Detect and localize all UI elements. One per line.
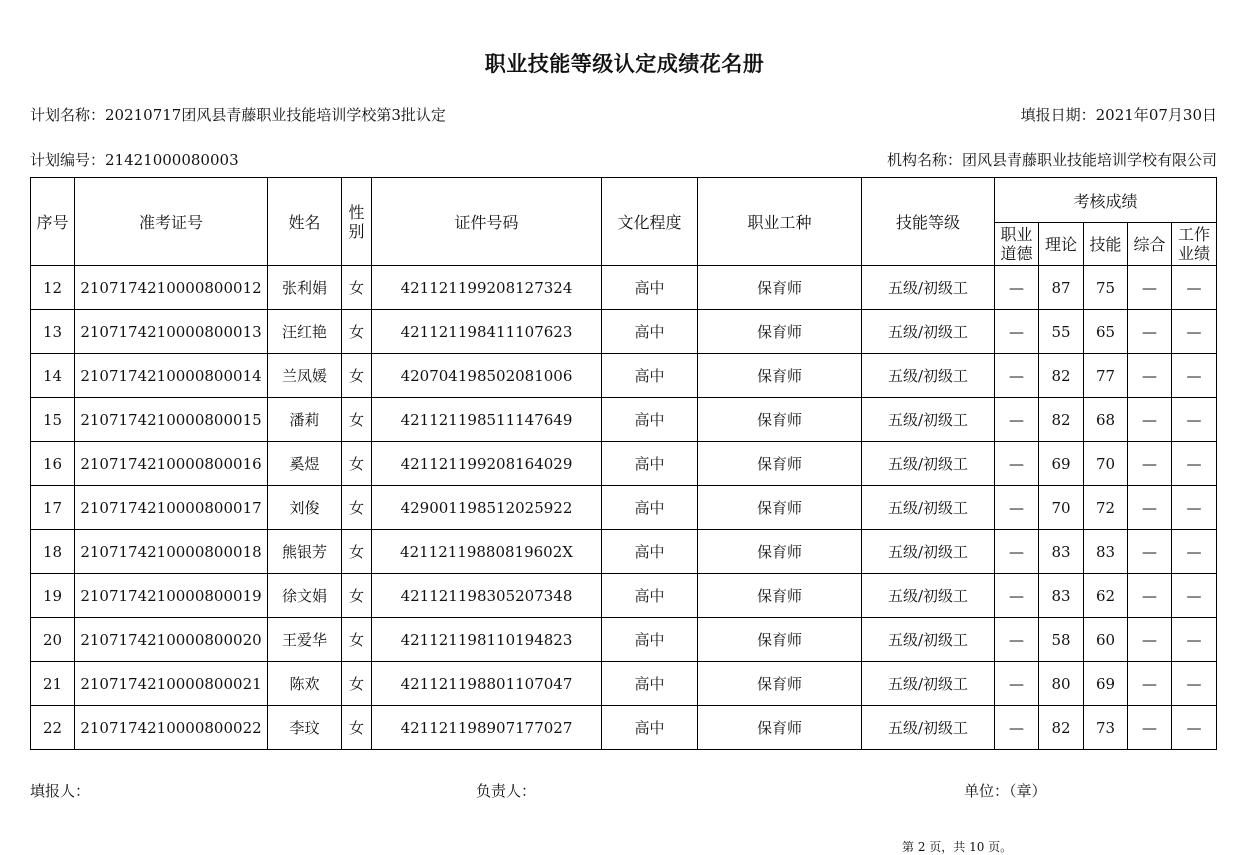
cell-name: 陈欢 bbox=[268, 662, 342, 706]
cell-theory: 82 bbox=[1039, 706, 1084, 750]
cell-occupation: 保育师 bbox=[698, 266, 862, 310]
cell-work: — bbox=[1172, 398, 1217, 442]
cell-name: 张利娟 bbox=[268, 266, 342, 310]
filler-label: 填报人： bbox=[30, 782, 91, 800]
cell-skill: 68 bbox=[1084, 398, 1128, 442]
col-header-gender-line1: 性 bbox=[348, 202, 365, 222]
cell-gender: 女 bbox=[342, 266, 372, 310]
cell-work: — bbox=[1172, 530, 1217, 574]
col-header-ticket: 准考证号 bbox=[75, 178, 268, 266]
cell-education: 高中 bbox=[602, 486, 698, 530]
col-header-overall: 综合 bbox=[1128, 223, 1172, 266]
cell-education: 高中 bbox=[602, 310, 698, 354]
cell-skill: 65 bbox=[1084, 310, 1128, 354]
cell-work: — bbox=[1172, 486, 1217, 530]
table-header-row bbox=[31, 178, 1217, 223]
table-row bbox=[31, 354, 1217, 398]
cell-overall: — bbox=[1128, 310, 1172, 354]
col-header-education: 文化程度 bbox=[602, 178, 698, 266]
plan-name: 计划名称：20210717团风县青藤职业技能培训学校第3批认定 bbox=[30, 106, 446, 124]
cell-seq: 17 bbox=[31, 486, 75, 530]
cell-ticket: 2107174210000800021 bbox=[75, 662, 268, 706]
col-header-ethics-line2: 道德 bbox=[1000, 244, 1033, 263]
cell-seq: 19 bbox=[31, 574, 75, 618]
cell-seq: 22 bbox=[31, 706, 75, 750]
col-header-theory: 理论 bbox=[1039, 223, 1084, 266]
cell-work: — bbox=[1172, 706, 1217, 750]
cell-occupation: 保育师 bbox=[698, 530, 862, 574]
cell-ethics: — bbox=[995, 662, 1039, 706]
table-row bbox=[31, 266, 1217, 310]
cell-skill-level: 五级/初级工 bbox=[862, 310, 995, 354]
cell-overall: — bbox=[1128, 442, 1172, 486]
cell-name: 潘莉 bbox=[268, 398, 342, 442]
cell-skill-level: 五级/初级工 bbox=[862, 530, 995, 574]
page-indicator: 第 2 页，共 10 页。 bbox=[902, 840, 1013, 854]
cell-theory: 70 bbox=[1039, 486, 1084, 530]
cell-occupation: 保育师 bbox=[698, 398, 862, 442]
cell-name: 兰凤媛 bbox=[268, 354, 342, 398]
cell-education: 高中 bbox=[602, 398, 698, 442]
cell-skill-level: 五级/初级工 bbox=[862, 442, 995, 486]
cell-name: 李玟 bbox=[268, 706, 342, 750]
cell-seq: 16 bbox=[31, 442, 75, 486]
plan-number: 计划编号：21421000080003 bbox=[30, 151, 239, 169]
responsible-label: 负责人： bbox=[476, 782, 537, 800]
cell-gender: 女 bbox=[342, 310, 372, 354]
cell-work: — bbox=[1172, 354, 1217, 398]
cell-education: 高中 bbox=[602, 442, 698, 486]
cell-gender: 女 bbox=[342, 398, 372, 442]
cell-skill: 70 bbox=[1084, 442, 1128, 486]
cell-skill-level: 五级/初级工 bbox=[862, 486, 995, 530]
cell-theory: 82 bbox=[1039, 398, 1084, 442]
cell-theory: 82 bbox=[1039, 354, 1084, 398]
col-header-ethics-line1: 职业 bbox=[1000, 225, 1033, 244]
unit-seal-label: 单位：（章） bbox=[964, 782, 1047, 800]
cell-work: — bbox=[1172, 662, 1217, 706]
col-header-gender-line2: 别 bbox=[348, 221, 365, 241]
cell-overall: — bbox=[1128, 530, 1172, 574]
col-header-id-number: 证件号码 bbox=[372, 178, 602, 266]
cell-seq: 15 bbox=[31, 398, 75, 442]
col-header-name: 姓名 bbox=[268, 178, 342, 266]
cell-education: 高中 bbox=[602, 662, 698, 706]
cell-theory: 80 bbox=[1039, 662, 1084, 706]
cell-id-number: 421121198511147649 bbox=[372, 398, 602, 442]
cell-work: — bbox=[1172, 442, 1217, 486]
cell-id-number: 421121199208127324 bbox=[372, 266, 602, 310]
cell-name: 王爱华 bbox=[268, 618, 342, 662]
cell-id-number: 420704198502081006 bbox=[372, 354, 602, 398]
table-row bbox=[31, 706, 1217, 750]
cell-theory: 55 bbox=[1039, 310, 1084, 354]
cell-ticket: 2107174210000800012 bbox=[75, 266, 268, 310]
cell-work: — bbox=[1172, 310, 1217, 354]
cell-overall: — bbox=[1128, 354, 1172, 398]
cell-ethics: — bbox=[995, 354, 1039, 398]
cell-ethics: — bbox=[995, 442, 1039, 486]
cell-skill-level: 五级/初级工 bbox=[862, 618, 995, 662]
cell-seq: 14 bbox=[31, 354, 75, 398]
page-title: 职业技能等级认定成绩花名册 bbox=[484, 52, 765, 76]
cell-ethics: — bbox=[995, 574, 1039, 618]
cell-skill: 83 bbox=[1084, 530, 1128, 574]
cell-theory: 83 bbox=[1039, 574, 1084, 618]
cell-occupation: 保育师 bbox=[698, 662, 862, 706]
cell-education: 高中 bbox=[602, 706, 698, 750]
col-header-ethics bbox=[995, 223, 1039, 266]
cell-education: 高中 bbox=[602, 618, 698, 662]
cell-ticket: 2107174210000800016 bbox=[75, 442, 268, 486]
cell-ethics: — bbox=[995, 310, 1039, 354]
cell-skill: 73 bbox=[1084, 706, 1128, 750]
report-date: 填报日期：2021年07月30日 bbox=[1020, 106, 1217, 124]
cell-ethics: — bbox=[995, 486, 1039, 530]
cell-gender: 女 bbox=[342, 354, 372, 398]
cell-skill: 72 bbox=[1084, 486, 1128, 530]
cell-id-number: 421121199208164029 bbox=[372, 442, 602, 486]
table-row bbox=[31, 618, 1217, 662]
cell-ticket: 2107174210000800020 bbox=[75, 618, 268, 662]
cell-name: 徐文娟 bbox=[268, 574, 342, 618]
cell-id-number: 42112119880819602X bbox=[372, 530, 602, 574]
cell-gender: 女 bbox=[342, 486, 372, 530]
cell-overall: — bbox=[1128, 662, 1172, 706]
cell-gender: 女 bbox=[342, 442, 372, 486]
col-header-assessment-scores: 考核成绩 bbox=[995, 178, 1217, 223]
cell-occupation: 保育师 bbox=[698, 442, 862, 486]
cell-name: 汪红艳 bbox=[268, 310, 342, 354]
cell-skill: 60 bbox=[1084, 618, 1128, 662]
cell-gender: 女 bbox=[342, 706, 372, 750]
cell-ticket: 2107174210000800013 bbox=[75, 310, 268, 354]
cell-theory: 83 bbox=[1039, 530, 1084, 574]
table-row bbox=[31, 530, 1217, 574]
cell-seq: 20 bbox=[31, 618, 75, 662]
cell-education: 高中 bbox=[602, 574, 698, 618]
table-row bbox=[31, 662, 1217, 706]
cell-education: 高中 bbox=[602, 266, 698, 310]
cell-skill-level: 五级/初级工 bbox=[862, 354, 995, 398]
cell-overall: — bbox=[1128, 486, 1172, 530]
cell-ethics: — bbox=[995, 398, 1039, 442]
cell-gender: 女 bbox=[342, 662, 372, 706]
cell-seq: 18 bbox=[31, 530, 75, 574]
cell-theory: 58 bbox=[1039, 618, 1084, 662]
cell-skill-level: 五级/初级工 bbox=[862, 398, 995, 442]
cell-ticket: 2107174210000800015 bbox=[75, 398, 268, 442]
cell-ethics: — bbox=[995, 266, 1039, 310]
cell-work: — bbox=[1172, 574, 1217, 618]
cell-occupation: 保育师 bbox=[698, 618, 862, 662]
cell-ethics: — bbox=[995, 706, 1039, 750]
table-row bbox=[31, 442, 1217, 486]
cell-skill: 75 bbox=[1084, 266, 1128, 310]
col-header-seq: 序号 bbox=[31, 178, 75, 266]
cell-ticket: 2107174210000800017 bbox=[75, 486, 268, 530]
col-header-skill: 技能 bbox=[1084, 223, 1128, 266]
cell-id-number: 421121198110194823 bbox=[372, 618, 602, 662]
cell-name: 熊银芳 bbox=[268, 530, 342, 574]
organization-name: 机构名称：团风县青藤职业技能培训学校有限公司 bbox=[886, 151, 1217, 169]
cell-skill-level: 五级/初级工 bbox=[862, 706, 995, 750]
cell-gender: 女 bbox=[342, 574, 372, 618]
table-row bbox=[31, 310, 1217, 354]
cell-gender: 女 bbox=[342, 530, 372, 574]
cell-ticket: 2107174210000800022 bbox=[75, 706, 268, 750]
cell-id-number: 421121198907177027 bbox=[372, 706, 602, 750]
col-header-gender bbox=[342, 178, 372, 266]
cell-id-number: 421121198801107047 bbox=[372, 662, 602, 706]
cell-name: 刘俊 bbox=[268, 486, 342, 530]
cell-skill: 77 bbox=[1084, 354, 1128, 398]
col-header-occupation: 职业工种 bbox=[698, 178, 862, 266]
cell-seq: 21 bbox=[31, 662, 75, 706]
table-row bbox=[31, 574, 1217, 618]
cell-skill-level: 五级/初级工 bbox=[862, 662, 995, 706]
cell-overall: — bbox=[1128, 706, 1172, 750]
cell-name: 奚煜 bbox=[268, 442, 342, 486]
table-row bbox=[31, 398, 1217, 442]
cell-gender: 女 bbox=[342, 618, 372, 662]
cell-work: — bbox=[1172, 618, 1217, 662]
cell-id-number: 429001198512025922 bbox=[372, 486, 602, 530]
col-header-skill-level: 技能等级 bbox=[862, 178, 995, 266]
cell-occupation: 保育师 bbox=[698, 354, 862, 398]
table-row bbox=[31, 486, 1217, 530]
cell-ethics: — bbox=[995, 618, 1039, 662]
cell-overall: — bbox=[1128, 618, 1172, 662]
col-header-work bbox=[1172, 223, 1217, 266]
cell-theory: 87 bbox=[1039, 266, 1084, 310]
cell-skill: 62 bbox=[1084, 574, 1128, 618]
cell-work: — bbox=[1172, 266, 1217, 310]
score-roster-table bbox=[30, 177, 1217, 750]
cell-id-number: 421121198411107623 bbox=[372, 310, 602, 354]
cell-education: 高中 bbox=[602, 530, 698, 574]
cell-ethics: — bbox=[995, 530, 1039, 574]
col-header-work-line1: 工作 bbox=[1177, 225, 1210, 244]
cell-overall: — bbox=[1128, 398, 1172, 442]
col-header-work-line2: 业绩 bbox=[1177, 244, 1210, 263]
cell-theory: 69 bbox=[1039, 442, 1084, 486]
cell-seq: 13 bbox=[31, 310, 75, 354]
cell-skill-level: 五级/初级工 bbox=[862, 574, 995, 618]
cell-ticket: 2107174210000800018 bbox=[75, 530, 268, 574]
cell-occupation: 保育师 bbox=[698, 486, 862, 530]
cell-education: 高中 bbox=[602, 354, 698, 398]
cell-overall: — bbox=[1128, 574, 1172, 618]
cell-occupation: 保育师 bbox=[698, 574, 862, 618]
cell-occupation: 保育师 bbox=[698, 310, 862, 354]
cell-ticket: 2107174210000800014 bbox=[75, 354, 268, 398]
cell-occupation: 保育师 bbox=[698, 706, 862, 750]
cell-ticket: 2107174210000800019 bbox=[75, 574, 268, 618]
cell-id-number: 421121198305207348 bbox=[372, 574, 602, 618]
cell-overall: — bbox=[1128, 266, 1172, 310]
cell-seq: 12 bbox=[31, 266, 75, 310]
cell-skill: 69 bbox=[1084, 662, 1128, 706]
cell-skill-level: 五级/初级工 bbox=[862, 266, 995, 310]
